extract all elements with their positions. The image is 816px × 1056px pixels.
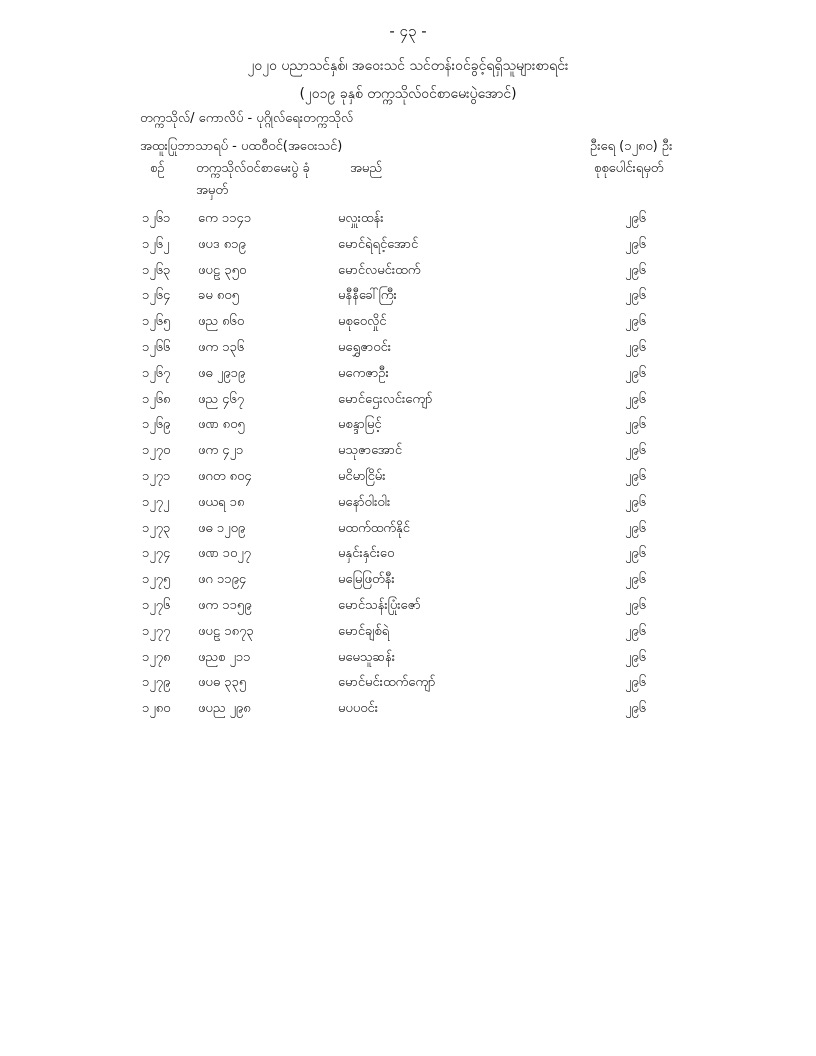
roll-number: ဖယရ ၁၈ bbox=[198, 494, 245, 510]
university-line: တက္ကသိုလ်/ ကောလိပ် - ပုဂ္ဂိုလ်ရေးတက္ကသိုလ် bbox=[140, 111, 354, 126]
student-name: မပပဝင်း bbox=[338, 701, 379, 717]
header-name: အမည် bbox=[350, 161, 382, 176]
roll-number: ဖဂတ ၈၀၄ bbox=[198, 468, 252, 484]
row-number: ၁၂၆၆ bbox=[142, 339, 171, 355]
student-name: မထက်ထက်နိုင် bbox=[338, 520, 410, 536]
header-roll-number: တက္ကသိုလ်ဝင်စာမေးပွဲ ခုံအမှတ် bbox=[196, 161, 310, 198]
table-row bbox=[0, 597, 816, 623]
roll-number: ဖညစ ၂၁၁ bbox=[198, 649, 251, 665]
total-score: ၂၉၆ bbox=[625, 520, 647, 536]
row-number: ၁၂၆၈ bbox=[142, 391, 171, 407]
total-score: ၂၉၆ bbox=[625, 701, 647, 717]
roll-number: ဖဂ ၁၁၉၄ bbox=[198, 572, 247, 588]
major-line: အထူးပြုဘာသာရပ် - ပထဝီဝင်(အဝေးသင်) bbox=[140, 139, 343, 154]
total-score: ၂၉၆ bbox=[625, 468, 647, 484]
table-row bbox=[0, 287, 816, 313]
student-name: မစန္ဒာမြင့် bbox=[338, 417, 382, 433]
header-total-score: စုစုပေါင်းရမှတ် bbox=[594, 161, 664, 176]
table-row bbox=[0, 416, 816, 442]
roll-number: ခမ ၈၀၅ bbox=[198, 288, 239, 304]
total-score: ၂၉၆ bbox=[625, 494, 647, 510]
total-score: ၂၉၆ bbox=[625, 546, 647, 562]
table-row bbox=[0, 623, 816, 649]
row-number: ၁၂၇၁ bbox=[142, 468, 171, 484]
roll-number: ဖက ၁၃၆ bbox=[198, 339, 245, 355]
student-name: မောင်မင်းထက်ကျော် bbox=[338, 675, 436, 691]
row-number: ၁၂၆၉ bbox=[142, 417, 171, 433]
header-no: စဉ် bbox=[150, 161, 165, 176]
row-number: ၁၂၇၆ bbox=[142, 597, 171, 613]
table-row bbox=[0, 262, 816, 288]
roll-number: ဖပဓ ၃၃၅ bbox=[198, 675, 247, 691]
table-row bbox=[0, 649, 816, 675]
row-number: ၁၂၇၃ bbox=[142, 520, 171, 536]
student-name: မောင်သန်းပြုံးဇော် bbox=[338, 597, 421, 613]
roll-number: ဖက ၁၁၅၉ bbox=[198, 597, 252, 613]
student-name: မရွှေဇာဝင်း bbox=[338, 339, 392, 355]
total-score: ၂၉၆ bbox=[625, 391, 647, 407]
total-score: ၂၉၆ bbox=[625, 417, 647, 433]
total-score: ၂၉၆ bbox=[625, 211, 647, 226]
table-row bbox=[0, 494, 816, 520]
student-name: မနီနီခေါ်ကြီး bbox=[338, 288, 397, 304]
student-name: မသုဇာအောင် bbox=[338, 443, 403, 459]
table-row bbox=[0, 545, 816, 571]
row-number: ၁၂၆၂ bbox=[142, 236, 170, 252]
student-name: မငိမာငြိမ်း bbox=[338, 468, 386, 484]
table-row bbox=[0, 313, 816, 339]
total-score: ၂၉၆ bbox=[625, 365, 647, 381]
total-score: ၂၉၆ bbox=[625, 314, 647, 330]
total-score: ၂၉၆ bbox=[625, 339, 647, 355]
row-number: ၁၂၇၇ bbox=[142, 623, 171, 639]
student-name: မလှူးထန်း bbox=[338, 211, 384, 226]
roll-number: ဖပဠ ၃၅၀ bbox=[198, 262, 247, 278]
total-score: ၂၉၆ bbox=[625, 649, 647, 665]
roll-number: ဖဏ ၁၀၂၇ bbox=[198, 546, 251, 562]
table-row bbox=[0, 210, 816, 236]
row-number: ၁၂၇၀ bbox=[142, 443, 171, 459]
table-row bbox=[0, 520, 816, 546]
document-subtitle: (၂၀၁၉ ခုနှစ် တက္ကသိုလ်ဝင်စာမေးပွဲအောင်) bbox=[299, 86, 517, 102]
total-score: ၂၉၆ bbox=[625, 262, 647, 278]
table-row bbox=[0, 236, 816, 262]
row-number: ၁၂၆၁ bbox=[142, 211, 171, 226]
student-name: မောင်ဌေးလင်းကျော် bbox=[338, 391, 433, 407]
roll-number: ဖပဠ ၁၈၇၃ bbox=[198, 623, 254, 639]
table-row bbox=[0, 700, 816, 726]
roll-number: ဖပဒ ၈၁၉ bbox=[198, 236, 246, 252]
results-table bbox=[0, 210, 816, 726]
total-score: ၂၉၆ bbox=[625, 288, 647, 304]
total-score: ၂၉၆ bbox=[625, 236, 647, 252]
roll-number: ကေ ၁၁၄၁ bbox=[198, 211, 252, 226]
total-score: ၂၉၆ bbox=[625, 623, 647, 639]
row-number: ၁၂၇၉ bbox=[142, 675, 171, 691]
table-row bbox=[0, 468, 816, 494]
row-number: ၁၂၇၂ bbox=[142, 494, 170, 510]
row-number: ၁၂၆၅ bbox=[142, 314, 171, 330]
admitted-count: ဦးရေ (၁၂၈၀) ဦး bbox=[590, 139, 673, 154]
roll-number: ဖဏ ၈၀၅ bbox=[198, 417, 245, 433]
table-row bbox=[0, 365, 816, 391]
table-row bbox=[0, 391, 816, 417]
student-name: မမြေဖြတ်နီး bbox=[338, 572, 395, 588]
roll-number: ဖက ၄၂၁ bbox=[198, 443, 244, 459]
row-number: ၁၂၆၃ bbox=[142, 262, 171, 278]
student-name: မကေဇာဦး bbox=[338, 365, 389, 381]
roll-number: ဖဓ ၁၂၀၉ bbox=[198, 520, 246, 536]
total-score: ၂၉၆ bbox=[625, 443, 647, 459]
student-name: မနှင်းနှင်းဝေ bbox=[338, 546, 395, 562]
student-name: မောင်ရဲရင့်အောင် bbox=[338, 236, 419, 252]
student-name: မမေသူဆန်း bbox=[338, 649, 396, 665]
student-name: မောင်ချစ်ရဲ bbox=[338, 623, 390, 639]
roll-number: ဖည ၄၆၇ bbox=[198, 391, 245, 407]
roll-number: ဖည ၈၆၀ bbox=[198, 314, 245, 330]
student-name: မောင်လမင်းထက် bbox=[338, 262, 421, 278]
student-name: မနော်ဝါးဝါး bbox=[338, 494, 391, 510]
row-number: ၁၂၇၄ bbox=[142, 546, 171, 562]
total-score: ၂၉၆ bbox=[625, 675, 647, 691]
table-row bbox=[0, 442, 816, 468]
page-number: - ၄၃ - bbox=[389, 22, 427, 40]
row-number: ၁၂၆၄ bbox=[142, 288, 171, 304]
row-number: ၁၂၇၈ bbox=[142, 649, 171, 665]
total-score: ၂၉၆ bbox=[625, 572, 647, 588]
table-row bbox=[0, 339, 816, 365]
roll-number: ဖပည ၂၉၈ bbox=[198, 701, 251, 717]
student-name: မစုဝေလှိုင် bbox=[338, 314, 387, 330]
total-score: ၂၉၆ bbox=[625, 597, 647, 613]
roll-number: ဖဓ ၂၉၁၉ bbox=[198, 365, 246, 381]
table-row bbox=[0, 571, 816, 597]
row-number: ၁၂၆၇ bbox=[142, 365, 171, 381]
table-row bbox=[0, 674, 816, 700]
row-number: ၁၂၈၀ bbox=[142, 701, 171, 717]
row-number: ၁၂၇၅ bbox=[142, 572, 171, 588]
document-title: ၂၀၂၀ ပညာသင်နှစ်၊ အဝေးသင် သင်တန်းဝင်ခွင့်ရရှိသူများစာရင်း bbox=[247, 58, 569, 74]
